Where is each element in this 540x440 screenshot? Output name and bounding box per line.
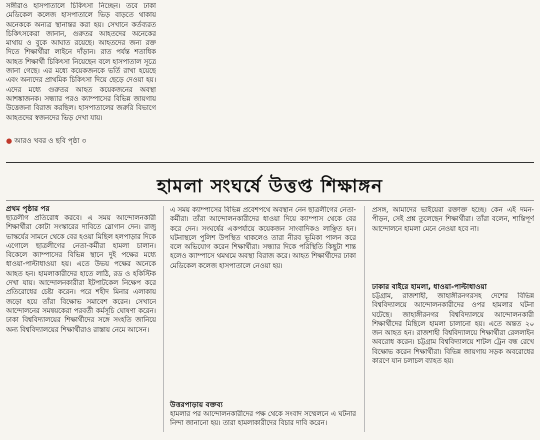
column-divider-2 bbox=[364, 206, 365, 432]
column-3-text-2: চট্টগ্রাম, রাজশাহী, জাহাঙ্গীরনগরসহ দেশের বিভিন্ন বিশ্ববিদ্যালয়ে আন্দোলনকারীদের ওপর হামলার ঘটনা ঘটেছে। জাহাঙ্গীরনগর বিশ্ববিদ্যালয়ে আন্দোলনকারী শিক্ষার্থীদের মিছিলে হামলা চালানো হয়। এতে অন্তত ২০ জন আহত হন। রাজশাহী বিশ্ববিদ্যালয়ে শিক্ষার্থীরা রেললাইন অবরোধ করেন। চট্টগ্রাম বিশ্ববিদ্যালয়ে শাটল ট্রেন বন্ধ রেখে বিক্ষোভ করেন শিক্ষার্থীরা। বিভিন্ন জায়গায় সড়ক অবরোধের কারণে যান চলাচল ব্যাহত হয়। bbox=[372, 292, 534, 366]
bullet-icon: ● bbox=[6, 137, 13, 145]
headline: হামলা সংঘর্ষে উত্তপ্ত শিক্ষাঙ্গন bbox=[157, 176, 383, 197]
column-1-text: ছাত্রলীগ প্রতিরোধ করবে। এ সময় আন্দোলনকারী শিক্ষার্থীরা কোটা সংস্কারের দাবিতে স্লোগান দেন। রাজু ভাস্কর্যের সামনে থেকে বের হওয়া মিছিল হলপাড়ার দিকে এগোলে ছাত্রলীগের নেতা-কর্মীরা হামলা চালান। বিকেলে ক্যাম্পাসের বিভিন্ন স্থানে দুই পক্ষের মধ্যে ধাওয়া-পাল্টাধাওয়া হয়। এতে উভয় পক্ষের অনেকে আহত হন। হামলাকারীদের হাতে লাঠি, রড ও হকিস্টিক দেখা যায়। আন্দোলনকারীরা ইটপাটকেল নিক্ষেপ করে প্রতিরোধের চেষ্টা করেন। পরে শহীদ মিনার এলাকায় জড়ো হয়ে তাঁরা বিক্ষোভ সমাবেশ করেন। সেখানে আন্দোলনের সমন্বয়কেরা পরবর্তী কর্মসূচি ঘোষণা করেন। ঢাকা বিশ্ববিদ্যালয়ের শিক্ষার্থীদের সঙ্গে সংহতি জানিয়ে অন্য বিশ্ববিদ্যালয়ের শিক্ষার্থীরাও রাস্তায় নেমে আসেন। bbox=[6, 214, 156, 334]
column-1-head: প্রথম পৃষ্ঠার পর bbox=[6, 204, 50, 213]
continuation-note bbox=[6, 135, 166, 147]
top-rule bbox=[6, 162, 534, 163]
column-2-subtext: হামলার পর আন্দোলনকারীদের পক্ষ থেকে সংবাদ সম্মেলনে এ ঘটনার নিন্দা জানানো হয়। তারা হামলাকারীদের বিচার দাবি করেন। bbox=[170, 410, 356, 428]
column-2-subhead: উত্তরপাড়ায় বক্তব্য bbox=[170, 400, 223, 409]
continuation-note-text: আরও খবর ও ছবি পৃষ্ঠা ৩ bbox=[14, 137, 87, 145]
headline-rule bbox=[6, 200, 534, 201]
column-2-text: এ সময় ক্যাম্পাসের বিভিন্ন প্রবেশপথে অবস্থান নেন ছাত্রলীগের নেতা-কর্মীরা। তাঁরা আন্দোলনকারীদের ধাওয়া দিয়ে ক্যাম্পাস থেকে বের করে দেন। সংঘর্ষের একপর্যায়ে কয়েকজন সাংবাদিকও লাঞ্ছিত হন। ঘটনাস্থলে পুলিশ উপস্থিত থাকলেও তারা নীরব ভূমিকা পালন করে বলে অভিযোগ করেন শিক্ষার্থীরা। সন্ধ্যার দিকে পরিস্থিতি কিছুটা শান্ত হলেও ক্যাম্পাসে থমথমে অবস্থা বিরাজ করে। আহত শিক্ষার্থীদের ঢাকা মেডিকেল কলেজ হাসপাতালে নেওয়া হয়। bbox=[170, 206, 356, 270]
column-3-text: প্রসঙ্গ, আমাদের ভাইয়েরা রক্তাক্ত হচ্ছে। কেন এই দমন-পীড়ন, সেই প্রশ্ন তুলেছেন শিক্ষার্থীরা। তাঁরা বলেন, শান্তিপূর্ণ আন্দোলনে হামলা মেনে নেওয়া হবে না। bbox=[372, 206, 534, 233]
top-column-text: সঙ্গীরাও হাসপাতালে চিকিৎসা নিচ্ছেন। তবে ঢাকা মেডিকেল কলেজ হাসপাতালে ভিড় বাড়তে থাকায় অনেককে অন্যত্র স্থানান্তর করা হয়। সেখানে কর্তব্যরত চিকিৎসকেরা জানান, গুরুতর আহতদের অনেকের মাথায় ও বুকে আঘাত রয়েছে। আহতদের জন্য রক্ত দিতে শিক্ষার্থীরা লাইনে দাঁড়ান। রাত পর্যন্ত শতাধিক আহত শিক্ষার্থী চিকিৎসা নিয়েছেন বলে হাসপাতাল সূত্রে জানা গেছে। এর মধ্যে কয়েকজনকে ভর্তি রাখা হয়েছে এবং অন্যদের প্রাথমিক চিকিৎসা দিয়ে ছেড়ে দেওয়া হয়। এদের মধ্যে গুরুতর আহত কয়েকজনের অবস্থা আশঙ্কাজনক। সন্ধ্যার পরও ক্যাম্পাসের বিভিন্ন জায়গায় উত্তেজনা বিরাজ করছিল। হাসপাতালের জরুরি বিভাগে আহতদের স্বজনদের ভিড় দেখা যায়। bbox=[6, 2, 156, 122]
column-divider-1 bbox=[163, 206, 164, 432]
column-3-head: ঢাকার বাইরে হামলা, ধাওয়া-পাল্টাধাওয়া bbox=[372, 282, 487, 291]
